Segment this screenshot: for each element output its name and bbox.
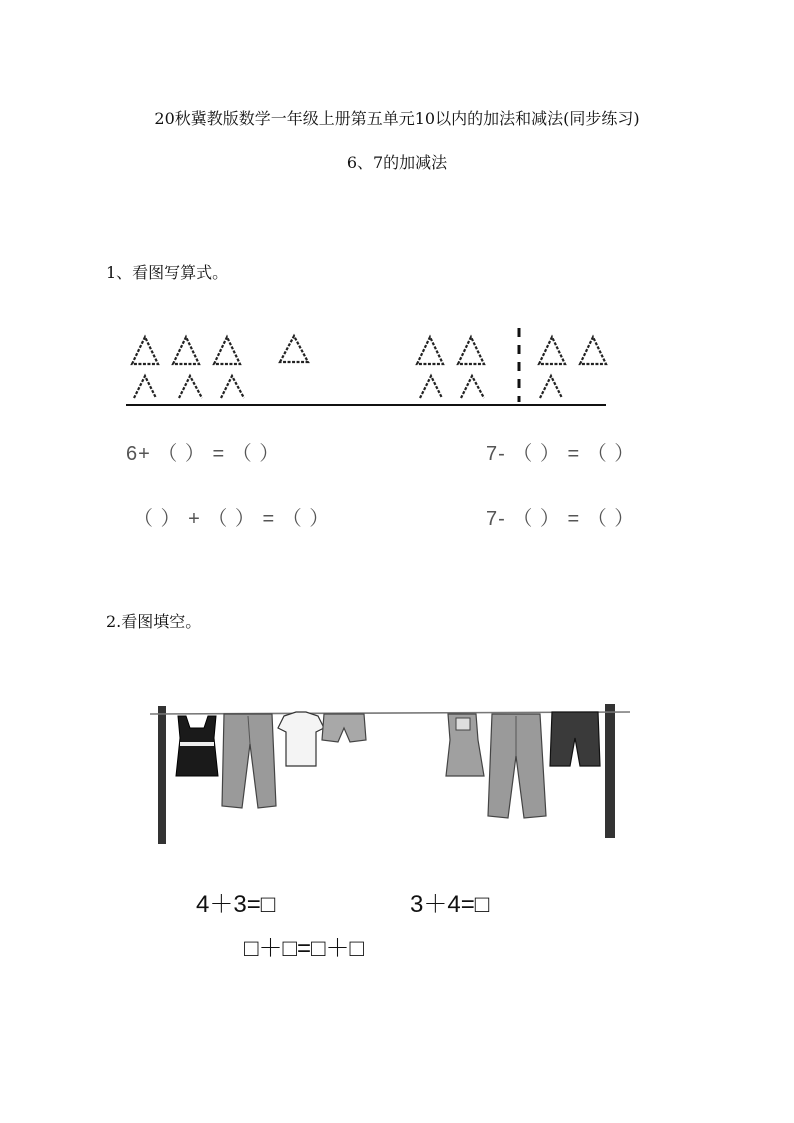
page-title: 20秋冀教版数学一年级上册第五单元10以内的加法和减法(同步练习) <box>154 109 640 128</box>
equation-3: （ ） + （ ） = （ ） <box>133 508 331 530</box>
fill-equation-1: 4＋3=□ <box>196 891 276 918</box>
fill-equation-3: □＋□=□＋□ <box>244 935 364 962</box>
equation-1: 6+ （ ） = （ ） <box>126 443 281 465</box>
long-trousers-icon <box>488 714 546 818</box>
equation-4: 7- （ ） = （ ） <box>486 508 636 530</box>
shorts-icon <box>322 714 366 742</box>
left-post <box>158 706 166 844</box>
equation-2: 7- （ ） = （ ） <box>486 443 636 465</box>
question-1-prompt: 1、看图写算式。 <box>106 263 229 282</box>
right-post <box>605 704 615 838</box>
page-subtitle: 6、7的加减法 <box>346 153 448 172</box>
fill-equation-2: 3＋4=□ <box>410 891 490 918</box>
question-2-prompt: 2.看图填空。 <box>106 612 202 631</box>
dark-shorts-icon <box>550 712 600 766</box>
white-tshirt-icon <box>278 712 324 766</box>
